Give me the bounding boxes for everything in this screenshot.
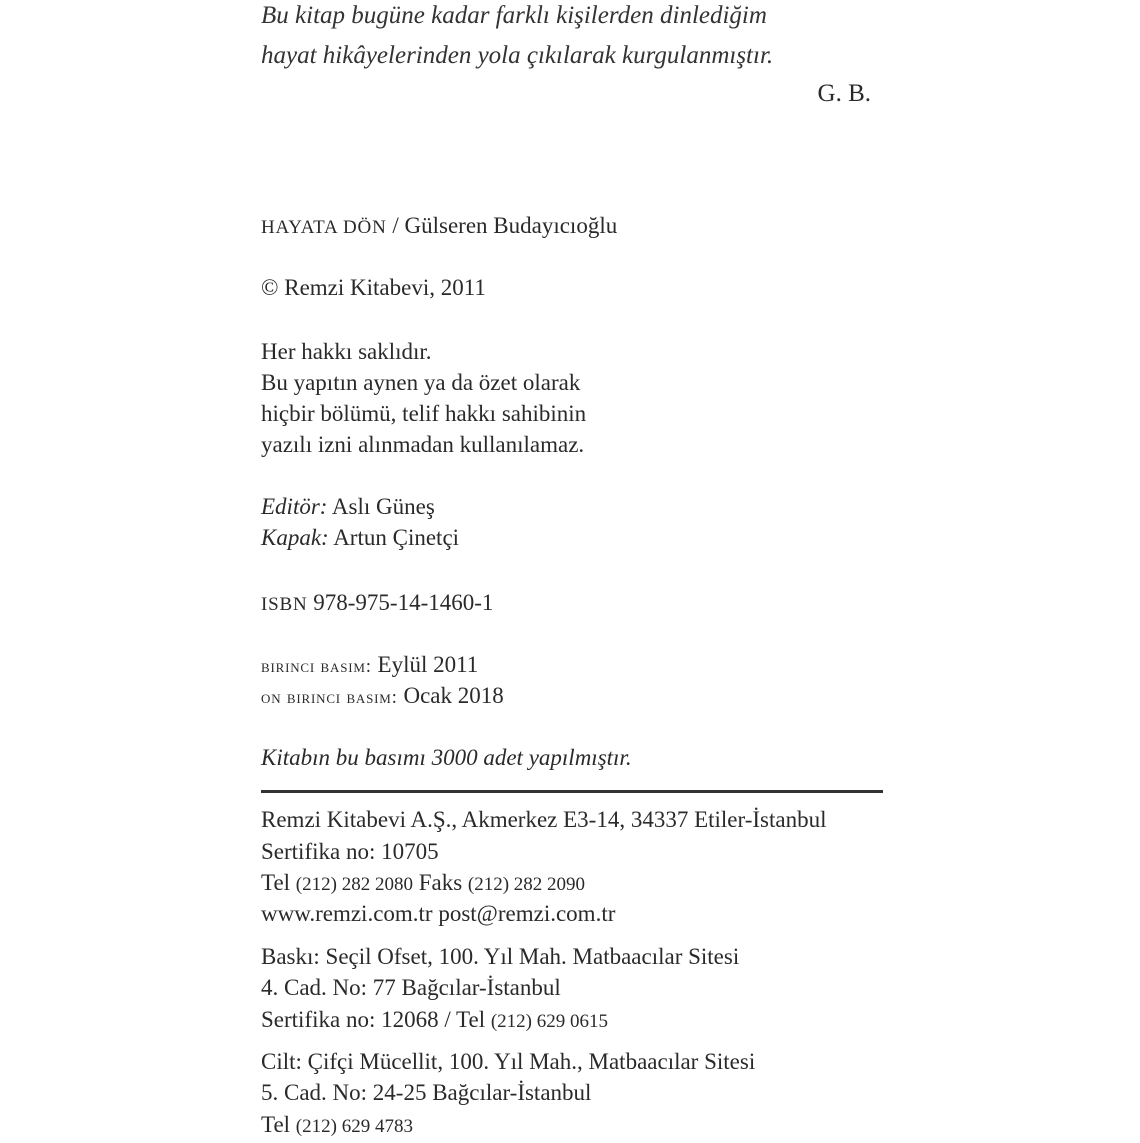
rights-line-1: Her hakkı saklıdır.	[261, 339, 432, 364]
cover-label: Kapak:	[261, 525, 329, 550]
publisher-fax: (212) 282 2090	[467, 874, 586, 895]
publisher-phone-fax	[261, 867, 585, 901]
book-author: Gülseren Budayıcıoğlu	[404, 213, 618, 238]
cover-credit	[261, 522, 459, 554]
publisher-tel: (212) 282 2080	[295, 874, 413, 895]
isbn-value: 978-975-14-1460-1	[307, 590, 494, 615]
latest-edition-date: Ocak 2018	[397, 683, 504, 708]
cover-designer-name: Artun Çinetçi	[328, 525, 460, 550]
printer-certificate-tel	[261, 1004, 608, 1038]
printer-cert: Sertifika no: 12068 / Tel	[261, 1007, 491, 1032]
editor-name: Aslı Güneş	[327, 494, 435, 519]
binder-tel-label: Tel	[261, 1112, 296, 1137]
epigraph-line-1: Bu kitap bugüne kadar farklı kişilerden dinlediğim	[261, 2, 767, 29]
book-title-line	[261, 210, 617, 244]
binder-tel-line	[261, 1109, 413, 1143]
publisher-certificate: Sertifika no: 10705	[261, 839, 439, 864]
title-separator: /	[386, 213, 405, 238]
publisher-address: Remzi Kitabevi A.Ş., Akmerkez E3-14, 34337 Etiler-İstanbul	[261, 807, 827, 832]
print-run-note: Kitabın bu basımı 3000 adet yapılmıştır.	[261, 745, 632, 770]
fax-label: Faks	[412, 870, 468, 895]
binder-tel: (212) 629 4783	[295, 1116, 413, 1137]
publisher-web-email: www.remzi.com.tr post@remzi.com.tr	[261, 901, 616, 926]
binder-line-2: 5. Cad. No: 24-25 Bağcılar-İstanbul	[261, 1080, 592, 1105]
first-edition-date: Eylül 2011	[371, 652, 479, 677]
isbn-label: ISBN	[261, 594, 308, 615]
rights-line-2: Bu yapıtın aynen ya da özet olarak	[261, 370, 581, 395]
first-edition-label: birinci basım:	[261, 656, 372, 677]
binder-line-1: Cilt: Çifçi Mücellit, 100. Yıl Mah., Matbaacılar Sitesi	[261, 1049, 756, 1074]
editor-credit	[261, 491, 435, 523]
latest-edition-label: on birinci basım:	[261, 687, 398, 708]
printer-tel: (212) 629 0615	[490, 1011, 609, 1032]
section-divider	[261, 790, 883, 793]
rights-line-3: hiçbir bölümü, telif hakkı sahibinin	[261, 401, 587, 426]
latest-edition	[261, 680, 504, 714]
tel-label: Tel	[261, 870, 296, 895]
epigraph-line-2: hayat hikâyelerinden yola çıkılarak kurgulanmıştır.	[261, 42, 774, 69]
first-edition	[261, 649, 478, 683]
isbn-line	[261, 587, 493, 621]
rights-line-4: yazılı izni alınmadan kullanılamaz.	[261, 432, 585, 457]
epigraph-signature: G. B.	[817, 80, 871, 107]
editor-label: Editör:	[261, 494, 328, 519]
printer-line-1: Baskı: Seçil Ofset, 100. Yıl Mah. Matbaacılar Sitesi	[261, 944, 740, 969]
book-title: HAYATA DÖN	[261, 217, 387, 238]
printer-line-2: 4. Cad. No: 77 Bağcılar-İstanbul	[261, 975, 561, 1000]
copyright-notice: © Remzi Kitabevi, 2011	[261, 275, 486, 300]
